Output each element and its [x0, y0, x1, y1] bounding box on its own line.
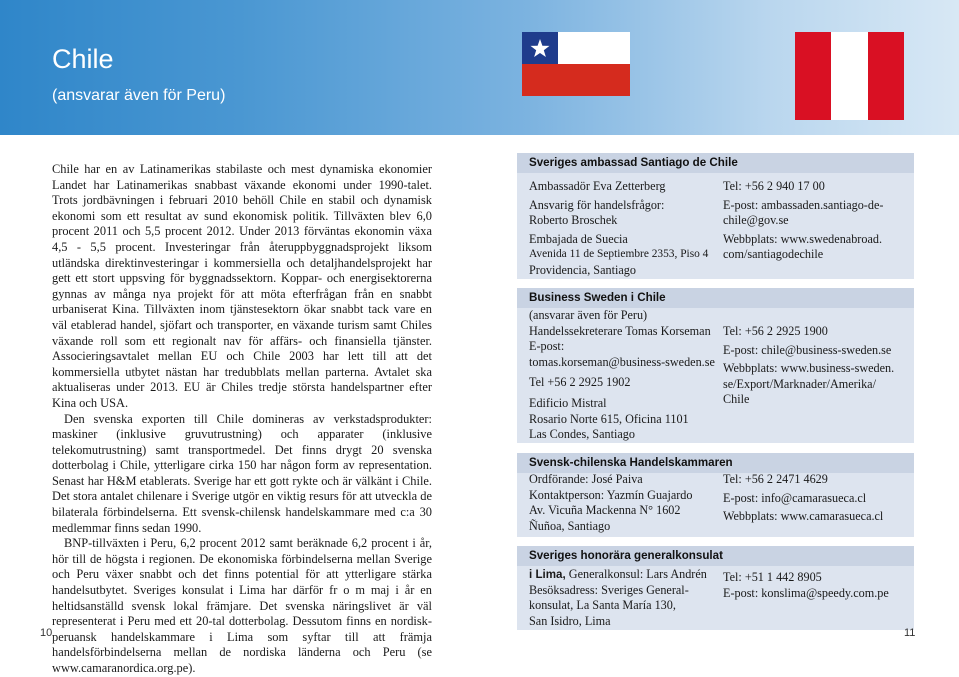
contact-line: Webbplats: www.swedenabroad.: [723, 231, 882, 246]
contact-line: Rosario Norte 615, Oficina 1101: [529, 411, 689, 426]
business-right-column: [723, 324, 894, 408]
contact-line: Handelssekreterare Tomas Korseman: [529, 323, 711, 338]
chile-flag-icon: [522, 32, 630, 96]
contact-line: Roberto Broschek: [529, 213, 618, 228]
consulate-heading-line2: [529, 567, 707, 583]
page-number-right: 11: [904, 627, 916, 639]
box-heading: Business Sweden i Chile: [517, 288, 914, 308]
contact-line: se/Export/Marknader/Amerika/: [723, 376, 876, 391]
body-paragraph: Den svenska exporten till Chile domineras av verkstadsprodukter: maskiner (inklusive gruvutrustning) och apparater (inklusive telekomutrustning) samt transportmedel. Det finns drygt 20 svenska dotterbolag i Chile, ytterligare cirka 150 har någon form av representation. Senast har H&M etablerats. Sverige har ett gott rykte och är välkänt i Chile. Det stora antalet chilenare i Sverige utgör en viktig resurs för att utveckla de bilaterala förbindelserna. Ett svensk-chilensk handelskammare med c:a 30 medlemmar finns sedan 1990.: [52, 411, 432, 535]
contact-line: Webbplats: www.camarasueca.cl: [723, 509, 884, 524]
contact-line: E-post: chile@business-sweden.se: [723, 342, 892, 357]
contact-line: Tel: +51 1 442 8905: [723, 570, 822, 584]
contact-line: E-post: info@camarasueca.cl: [723, 490, 867, 505]
chamber-right-column: [723, 472, 883, 525]
business-sweden-box: [517, 288, 914, 443]
business-left-column: [529, 308, 715, 443]
contact-line: Tel: +56 2 940 17 00: [723, 179, 825, 193]
page-number-left: 10: [40, 627, 53, 639]
contact-line: Tel +56 2 2925 1902: [529, 375, 631, 390]
body-paragraph: BNP-tillväxten i Peru, 6,2 procent 2012 samt beräknade 6,2 procent i år, hör till de högsta i regionen. De ekonomiska förbindelserna mellan Sverige och Peru växer snabbt och det finns potential för att ytterligare stärka handelsutbytet. Sveriges konsulat i Lima har därför fr o m maj i år en heltidsanställd svensk lokal främjare. Det svenska näringslivet är väl representerat i Peru med ett 20-tal dotterbolag. Dessutom finns en nordisk-peruansk handelskammare i Lima som syftar till att främja handelsförbindelserna mellan de nordiska länderna och Peru (se www.camaranordica.org.pe).: [52, 536, 432, 675]
contact-line: Avenida 11 de Septiembre 2353, Piso 4: [529, 248, 709, 261]
contact-line: tomas.korseman@business-sweden.se: [529, 354, 715, 369]
contact-line: E-post:: [529, 339, 565, 354]
embassy-left-column: [529, 179, 708, 279]
contact-line: Ordförande: José Paiva: [529, 472, 643, 486]
chamber-of-commerce-box: [517, 453, 914, 537]
box-heading: Svensk-chilenska Handelskammaren: [517, 453, 914, 473]
contact-line: E-post: konslima@speedy.com.pe: [723, 585, 889, 600]
consulate-box: [517, 546, 914, 630]
contact-line: Providencia, Santiago: [529, 262, 636, 277]
contact-line: Kontaktperson: Yazmín Guajardo: [529, 487, 693, 502]
consulate-location: i Lima,: [529, 568, 566, 581]
contact-line: Edificio Mistral: [529, 395, 607, 410]
peru-flag-icon: [795, 32, 904, 120]
body-paragraph: Chile har en av Latinamerikas stabilaste och mest dynamiska ekonomier Landet har Latinamerikas snabbast växande ekonomi under 1990-talet. Trots jordbävningen i februari 2010 behöll Chile en stabil och dynamisk ekonomi som ett resultat av sund ekonomisk politik. Tillväxten blev 6,0 procent 2011 och 5,5 procent 2012. Under 2013 förväntas ekonomin växa 4,5 - 5,5 procent. Investeringar från återuppbyggnadsprojekt liksom utländska direktinvesteringar i kommersiella och detaljhandelsprojekt har gett ett stort uppsving för byggnadssektorn. Koppar- och energisektorerna gynnas av många nya projekt för att möta efterfrågan från en snabbt urbaniserat Kina. Tillväxten inom tjänstesektorn ökar snabbt tack vare en väl etablerad handel, sjöfart och transporter, en växande turism samt Chiles växande roll som ett regionalt nav för affärs- och finansiella tjänster. Associeringsavtalet mellan EU och Chile 2003 har lett till att det kommersiella utbytet nästan har tredubblats mellan parterna. Avtalet ska aktualiseras under 2013. EU är Chiles tredje största handelspartner efter Kina och USA.: [52, 162, 432, 410]
contact-line: com/santiagodechile: [723, 247, 824, 262]
embassy-right-column: [723, 179, 883, 263]
chamber-left-column: [529, 472, 693, 534]
consul-name: Generalkonsul: Lars Andrén: [565, 567, 707, 581]
contact-line: Av. Vicuña Mackenna N° 1602: [529, 503, 681, 518]
body-text: [52, 162, 432, 677]
box-heading: Sveriges honorära generalkonsulat: [517, 546, 914, 566]
page-title: Chile: [52, 44, 114, 74]
box-heading: Sveriges ambassad Santiago de Chile: [517, 153, 914, 173]
contact-line: konsulat, La Santa María 130,: [529, 598, 676, 613]
contact-line: Ñuñoa, Santiago: [529, 518, 611, 533]
contact-line: Webbplats: www.business-sweden.: [723, 361, 895, 376]
contact-line: Ansvarig för handelsfrågor:: [529, 197, 665, 212]
contact-line: Besöksadress: Sveriges General-: [529, 582, 689, 597]
consulate-left-column: [529, 567, 707, 629]
contact-line: Tel: +56 2 2925 1900: [723, 324, 828, 338]
page-subtitle: (ansvarar även för Peru): [52, 87, 226, 104]
contact-line: (ansvarar även för Peru): [529, 308, 648, 322]
contact-line: E-post: ambassaden.santiago-de-: [723, 197, 884, 212]
consulate-right-column: [723, 570, 889, 601]
contact-line: Ambassadör Eva Zetterberg: [529, 179, 666, 193]
contact-line: Embajada de Suecia: [529, 231, 628, 246]
contact-line: Chile: [723, 392, 750, 407]
embassy-contact-box: [517, 153, 914, 279]
contact-line: San Isidro, Lima: [529, 613, 611, 628]
contact-line: chile@gov.se: [723, 213, 789, 228]
contact-line: Tel: +56 2 2471 4629: [723, 472, 828, 486]
contact-line: Las Condes, Santiago: [529, 427, 635, 442]
